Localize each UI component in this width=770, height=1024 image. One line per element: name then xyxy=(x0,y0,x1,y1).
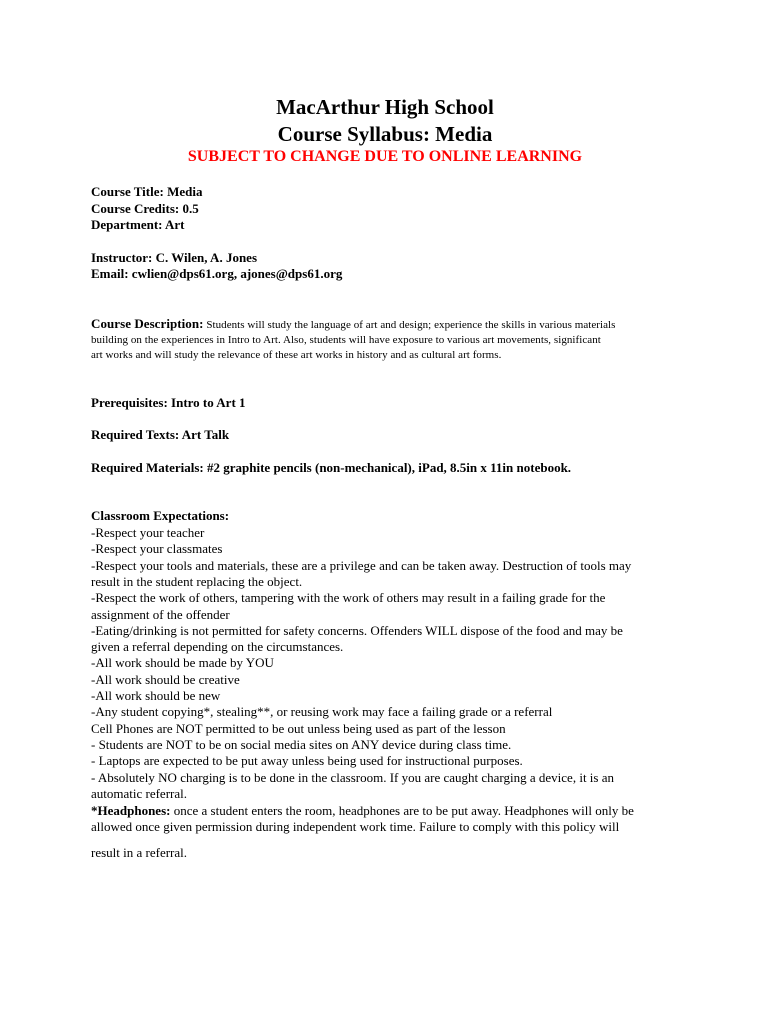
description-label: Course Description: xyxy=(91,316,204,331)
expectation-line: -All work should be creative xyxy=(91,672,240,687)
description-line-3: art works and will study the relevance of these art works in history and as cultural art forms. xyxy=(91,349,502,361)
expectation-line: -Eating/drinking is not permitted for safety concerns. Offenders WILL dispose of the food and may be xyxy=(91,623,623,638)
description-line-1 xyxy=(91,316,616,333)
expectation-line: -Respect your teacher xyxy=(91,525,205,540)
description-text-1: Students will study the language of art and design; experience the skills in various materials xyxy=(203,319,616,331)
expectation-line: -Respect the work of others, tampering with the work of others may result in a failing grade for the xyxy=(91,590,606,605)
required-materials: Required Materials: #2 graphite pencils (non-mechanical), iPad, 8.5in x 11in notebook. xyxy=(91,460,572,475)
expectation-line: -Any student copying*, stealing**, or reusing work may face a failing grade or a referral xyxy=(91,704,553,719)
change-notice: SUBJECT TO CHANGE DUE TO ONLINE LEARNING xyxy=(187,148,583,165)
department: Department: Art xyxy=(91,217,185,232)
expectation-line: -All work should be new xyxy=(91,688,221,703)
expectation-line: - Laptops are expected to be put away unless being used for instructional purposes. xyxy=(91,753,523,768)
description-line-2: building on the experiences in Intro to Art. Also, students will have exposure to various art movements, significant xyxy=(91,334,601,346)
required-texts: Required Texts: Art Talk xyxy=(91,427,230,442)
expectation-line: given a referral depending on the circumstances. xyxy=(91,639,344,654)
expectation-line: -Respect your tools and materials, these are a privilege and can be taken away. Destruction of tools may xyxy=(91,558,632,573)
headphones-label: *Headphones: xyxy=(91,803,171,818)
expectation-line: assignment of the offender xyxy=(91,607,230,622)
headphones-line-3: result in a referral. xyxy=(91,845,188,860)
expectation-line: -All work should be made by YOU xyxy=(91,655,274,670)
expectation-line: - Students are NOT to be on social media sites on ANY device during class time. xyxy=(91,737,512,752)
expectation-line: automatic referral. xyxy=(91,786,187,801)
expectation-line: result in the student replacing the object. xyxy=(91,574,303,589)
school-name: MacArthur High School xyxy=(276,95,494,119)
prerequisites: Prerequisites: Intro to Art 1 xyxy=(91,395,246,410)
expectation-line: -Respect your classmates xyxy=(91,541,223,556)
expectation-line: - Absolutely NO charging is to be done in the classroom. If you are caught charging a device, it is an xyxy=(91,770,614,785)
syllabus-title: Course Syllabus: Media xyxy=(277,122,493,146)
instructor: Instructor: C. Wilen, A. Jones xyxy=(91,250,257,265)
headphones-line-1 xyxy=(91,803,634,819)
headphones-line-2: allowed once given permission during independent work time. Failure to comply with this policy will xyxy=(91,819,620,834)
course-title: Course Title: Media xyxy=(91,184,203,199)
email: Email: cwlien@dps61.org, ajones@dps61.org xyxy=(91,266,343,281)
expectation-line: Cell Phones are NOT permitted to be out unless being used as part of the lesson xyxy=(91,721,506,736)
headphones-text-1: once a student enters the room, headphones are to be put away. Headphones will only be xyxy=(170,803,634,818)
course-credits: Course Credits: 0.5 xyxy=(91,201,199,216)
expectations-heading: Classroom Expectations: xyxy=(91,508,230,523)
